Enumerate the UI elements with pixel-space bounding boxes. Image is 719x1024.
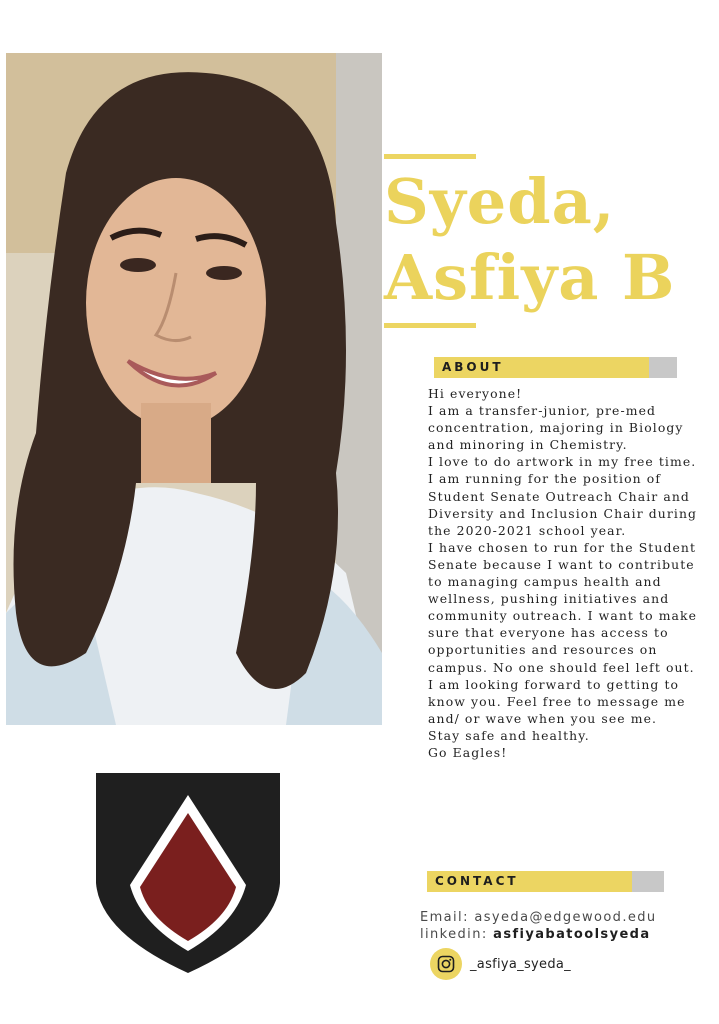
name-top-rule — [384, 154, 476, 159]
instagram-icon[interactable] — [430, 948, 462, 980]
contact-heading: CONTACT — [435, 874, 519, 888]
email-label: Email: — [420, 910, 475, 925]
about-line: Stay safe and healthy. — [428, 727, 590, 743]
candidate-name — [384, 164, 714, 316]
about-header — [434, 357, 677, 378]
linkedin-line — [420, 926, 715, 944]
name-line-1: Syeda, — [384, 165, 616, 238]
about-line: I am a transfer-junior, pre-med concentration, majoring in Biology and minoring in Chemistry. — [428, 403, 684, 453]
about-line: Hi everyone! — [428, 386, 523, 401]
contact-header-accent — [632, 871, 664, 892]
name-line-2: Asfiya B — [384, 241, 676, 314]
about-line: I am looking forward to getting to know you. Feel free to message me and/ or wave when you see me. — [428, 676, 686, 726]
about-line: I have chosen to run for the Student Senate because I want to contribute to managing campus health and wellness, pushing initiatives and community outreach. I want to make sure that everyone has access to opportunities and resources on campus. No one should feel left out. — [428, 539, 698, 675]
about-text — [428, 385, 698, 761]
instagram-row[interactable] — [430, 948, 571, 980]
linkedin-link[interactable]: asfiyabatoolsyeda — [493, 927, 651, 942]
email-line — [420, 909, 715, 927]
contact-header — [427, 871, 664, 892]
about-heading: ABOUT — [442, 360, 504, 374]
instagram-handle[interactable]: _asfiya_syeda_ — [470, 956, 571, 972]
about-header-accent — [649, 357, 677, 378]
name-bottom-rule — [384, 323, 476, 328]
about-line: Go Eagles! — [428, 744, 508, 760]
email-link[interactable]: asyeda@edgewood.edu — [474, 910, 657, 925]
about-line: I love to do artwork in my free time. — [428, 454, 697, 470]
candidate-photo — [6, 53, 382, 725]
shield-logo — [96, 773, 280, 973]
linkedin-label: linkedin: — [420, 927, 494, 942]
about-line: I am running for the position of Student Senate Outreach Chair and Diversity and Inclusion Chair during the 2020-2021 school year. — [428, 471, 698, 538]
